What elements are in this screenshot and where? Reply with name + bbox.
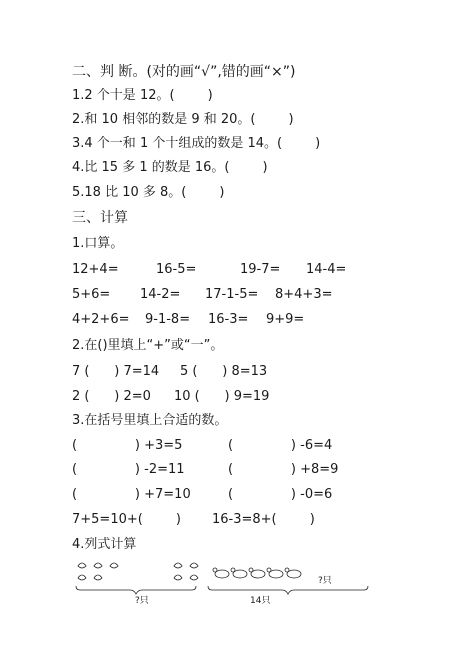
oral-cell: 14-4= xyxy=(306,262,347,277)
fill-cell: ( ) -6=4 xyxy=(228,438,333,453)
total-brace xyxy=(208,586,368,594)
fill-cell: 7+5=10+( ) xyxy=(72,512,181,527)
oral-cell: 4+2+6= xyxy=(72,312,130,327)
signs-cell: 10 ( ) 9=19 xyxy=(174,389,270,404)
written-title: 4.列式计算 xyxy=(72,537,137,552)
signs-cell: 2 ( ) 2=0 xyxy=(72,389,151,404)
oral-cell: 19-7= xyxy=(240,262,281,277)
label-left: ?只 xyxy=(135,596,149,606)
oral-title: 1.口算。 xyxy=(72,236,124,251)
judge-item-1: 1.2 个十是 12。( ) xyxy=(72,88,213,103)
oral-cell: 9+9= xyxy=(266,312,305,327)
label-total: 14只 xyxy=(250,596,271,606)
fill-cell: ( ) -2=11 xyxy=(72,462,185,477)
oral-cell: 5+6= xyxy=(72,287,111,302)
oral-cell: 16-5= xyxy=(156,262,197,277)
fill-cell: ( ) +7=10 xyxy=(72,487,191,502)
calc-heading: 三、计算 xyxy=(72,210,128,226)
signs-cell: 5 ( ) 8=13 xyxy=(180,364,268,379)
judge-item-2: 2.和 10 相邻的数是 9 和 20。( ) xyxy=(72,112,294,127)
signs-cell: 7 ( ) 7=14 xyxy=(72,364,160,379)
bird-icon xyxy=(174,563,198,580)
judge-item-4: 4.比 15 多 1 的数是 16。( ) xyxy=(72,160,268,175)
bird-icon xyxy=(78,563,118,580)
judge-heading: 二、判 断。(对的画“√”,错的画“×”) xyxy=(72,64,296,80)
fill-cell: 16-3=8+( ) xyxy=(212,512,315,527)
judge-item-3: 3.4 个一和 1 个十组成的数是 14。( ) xyxy=(72,136,321,151)
fill-cell: ( ) +8=9 xyxy=(228,462,339,477)
label-right: ?只 xyxy=(318,576,332,586)
fill-cell: ( ) -0=6 xyxy=(228,487,333,502)
fill-cell: ( ) +3=5 xyxy=(72,438,183,453)
oral-cell: 8+4+3= xyxy=(275,287,333,302)
judge-item-5: 5.18 比 10 多 8。( ) xyxy=(72,185,225,200)
oral-cell: 16-3= xyxy=(208,312,249,327)
signs-title: 2.在()里填上“+”或“一”。 xyxy=(72,338,224,353)
oral-cell: 17-1-5= xyxy=(205,287,259,302)
fill-title: 3.在括号里填上合适的数。 xyxy=(72,413,228,428)
oral-cell: 12+4= xyxy=(72,262,119,277)
duck-icon xyxy=(213,568,301,578)
oral-cell: 14-2= xyxy=(140,287,181,302)
oral-cell: 9-1-8= xyxy=(145,312,191,327)
